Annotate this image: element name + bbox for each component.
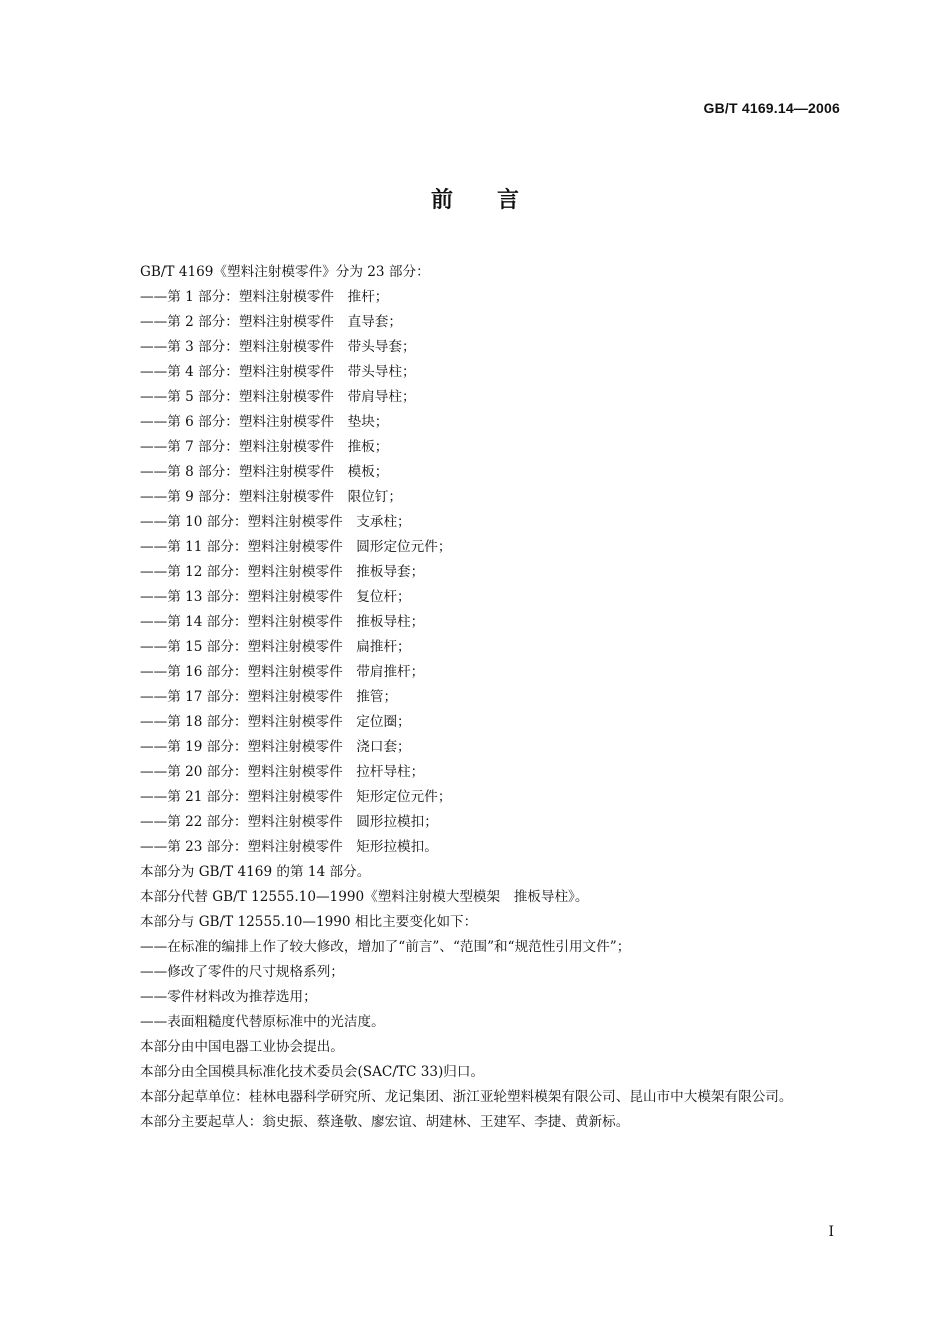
part-list-item: ——第 16 部分：塑料注射模零件 带肩推杆； — [140, 664, 425, 680]
part-list-item: ——第 9 部分：塑料注射模零件 限位钉； — [140, 489, 402, 505]
part-list-item: ——第 8 部分：塑料注射模零件 模板； — [140, 464, 389, 480]
part-list-item: ——第 4 部分：塑料注射模零件 带头导柱； — [140, 364, 416, 380]
part-list-item: ——第 17 部分：塑料注射模零件 推管； — [140, 689, 398, 705]
part-list-item: ——第 1 部分：塑料注射模零件 推杆； — [140, 289, 389, 305]
page-title: 前言 — [430, 188, 563, 213]
part-list-item: ——第 14 部分：塑料注射模零件 推板导柱； — [140, 614, 425, 630]
foreword-body — [108, 260, 843, 1135]
change-list-item: ——零件材料改为推荐选用； — [140, 989, 317, 1005]
part-list-item: ——第 23 部分：塑料注射模零件 矩形拉模扣。 — [140, 839, 438, 855]
paragraph: 本部分与 GB/T 12555.10—1990 相比主要变化如下： — [140, 914, 478, 930]
part-list-item: ——第 11 部分：塑料注射模零件 圆形定位元件； — [140, 539, 452, 555]
paragraph: 本部分为 GB/T 4169 的第 14 部分。 — [140, 864, 371, 880]
part-list-item: ——第 7 部分：塑料注射模零件 推板； — [140, 439, 389, 455]
part-list-item: ——第 2 部分：塑料注射模零件 直导套； — [140, 314, 402, 330]
paragraph: 本部分由中国电器工业协会提出。 — [140, 1039, 344, 1055]
part-list-item: ——第 6 部分：塑料注射模零件 垫块； — [140, 414, 389, 430]
part-list-item: ——第 5 部分：塑料注射模零件 带肩导柱； — [140, 389, 416, 405]
drafting-units-paragraph: 本部分起草单位：桂林电器科学研究所、龙记集团、浙江亚轮塑料模架有限公司、昆山市中大模架有限公司。 — [140, 1089, 793, 1105]
paragraph: 本部分代替 GB/T 12555.10—1990《塑料注射模大型模架 推板导柱》。 — [140, 889, 589, 905]
part-list-item: ——第 18 部分：塑料注射模零件 定位圈； — [140, 714, 411, 730]
part-list-item: ——第 12 部分：塑料注射模零件 推板导套； — [140, 564, 425, 580]
part-list-item: ——第 15 部分：塑料注射模零件 扁推杆； — [140, 639, 411, 655]
part-list-item: ——第 13 部分：塑料注射模零件 复位杆； — [140, 589, 411, 605]
page-number: I — [828, 1224, 834, 1240]
drafters-paragraph: 本部分主要起草人：翁史振、蔡逢敬、廖宏谊、胡建林、王建军、李捷、黄新标。 — [140, 1114, 630, 1130]
change-list-item: ——在标准的编排上作了较大修改，增加了“前言”、“范围”和“规范性引用文件”； — [140, 939, 631, 955]
part-list-item: ——第 21 部分：塑料注射模零件 矩形定位元件； — [140, 789, 452, 805]
part-list-item: ——第 22 部分：塑料注射模零件 圆形拉模扣； — [140, 814, 438, 830]
standard-number: GB/T 4169.14—2006 — [703, 100, 840, 116]
part-list-item: ——第 20 部分：塑料注射模零件 拉杆导柱； — [140, 764, 425, 780]
change-list-item: ——修改了零件的尺寸规格系列； — [140, 964, 344, 980]
change-list-item: ——表面粗糙度代替原标准中的光洁度。 — [140, 1014, 385, 1030]
part-list-item: ——第 3 部分：塑料注射模零件 带头导套； — [140, 339, 416, 355]
part-list-item: ——第 19 部分：塑料注射模零件 浇口套； — [140, 739, 411, 755]
paragraph: 本部分由全国模具标准化技术委员会(SAC/TC 33)归口。 — [140, 1064, 485, 1080]
part-list-item: ——第 10 部分：塑料注射模零件 支承柱； — [140, 514, 411, 530]
intro-line: GB/T 4169《塑料注射模零件》分为 23 部分： — [140, 264, 430, 280]
